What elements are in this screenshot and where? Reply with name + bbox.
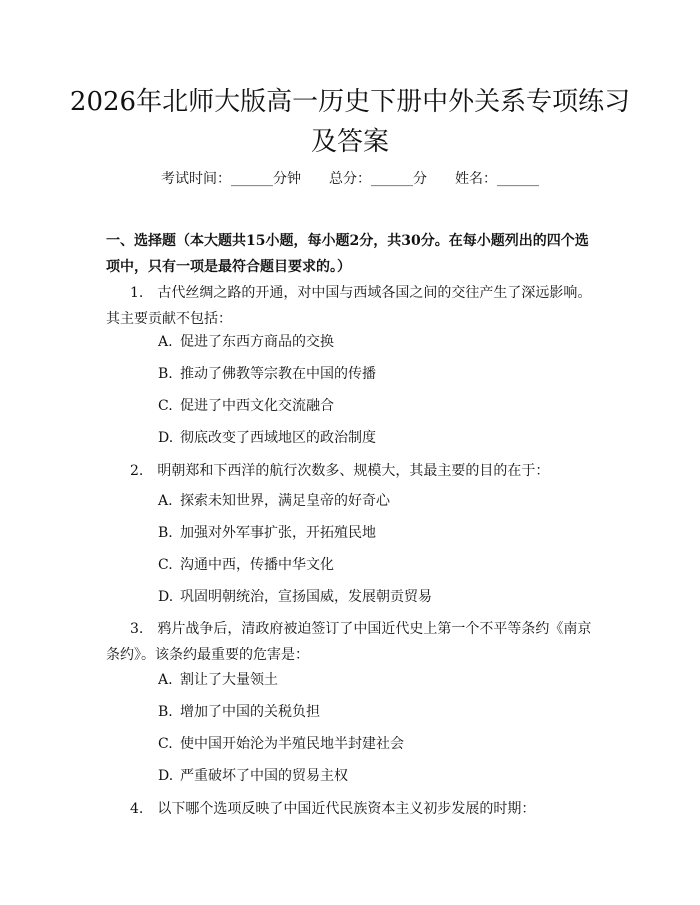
option-text: 增加了中国的关税负担 — [180, 704, 320, 720]
question-option — [158, 396, 598, 416]
question-option — [158, 587, 598, 607]
question-option — [158, 766, 598, 786]
question-stem: 2. 明朝郑和下西洋的航行次数多、规模大，其最主要的目的在于： — [130, 463, 550, 479]
option-text: 彻底改变了西域地区的政治制度 — [180, 430, 376, 446]
option-text: 巩固明朝统治，宣扬国威，发展朝贡贸易 — [180, 589, 432, 605]
option-letter: B. — [158, 525, 173, 541]
option-letter: D. — [158, 589, 174, 605]
page-title: 2026年北师大版高一历史下册中外关系专项练习及答案 — [69, 87, 631, 157]
option-text: 加强对外军事扩张，开拓殖民地 — [180, 525, 376, 541]
option-text: 割让了大量领土 — [180, 672, 278, 688]
option-letter: C. — [158, 736, 173, 752]
question-stem: 3. 鸦片战争后，清政府被迫签订了中国近代史上第一个不平等条约《南京条约》。该条约最重要的危害是： — [106, 621, 592, 663]
option-text: 沟通中西，传播中华文化 — [180, 557, 334, 573]
exam-time-label: 考试时间：______分钟 — [161, 171, 301, 187]
option-letter: D. — [158, 430, 174, 446]
option-letter: C. — [158, 398, 173, 414]
question-stem: 4. 以下哪个选项反映了中国近代民族资本主义初步发展的时期： — [130, 801, 536, 817]
question-option — [158, 523, 598, 543]
option-text: 使中国开始沦为半殖民地半封建社会 — [180, 736, 404, 752]
exam-info-line — [0, 169, 700, 189]
section-heading: 一、选择题（本大题共15小题，每小题2分，共30分。在每小题列出的四个选项中，只有一项是最符合题目要求的。） — [106, 233, 589, 275]
option-text: 促进了中西文化交流融合 — [180, 398, 334, 414]
option-letter: A. — [158, 493, 173, 509]
option-text: 推动了佛教等宗教在中国的传播 — [180, 366, 376, 382]
option-letter: B. — [158, 366, 173, 382]
question-option — [158, 364, 598, 384]
question-stem: 1. 古代丝绸之路的开通，对中国与西域各国之间的交往产生了深远影响。其主要贡献不包括： — [106, 285, 592, 327]
option-letter: B. — [158, 704, 173, 720]
question-option — [158, 734, 598, 754]
question-option — [158, 332, 598, 352]
question-option — [158, 670, 598, 690]
question-option — [158, 491, 598, 511]
option-letter: A. — [158, 672, 173, 688]
option-text: 促进了东西方商品的交换 — [180, 334, 334, 350]
option-letter: A. — [158, 334, 173, 350]
question-option — [158, 702, 598, 722]
total-score-label: 总分：______分 — [329, 171, 427, 187]
option-letter: D. — [158, 768, 174, 784]
question-option — [158, 428, 598, 448]
option-text: 严重破坏了中国的贸易主权 — [180, 768, 348, 784]
student-name-label: 姓名：______ — [455, 171, 539, 187]
question-option — [158, 555, 598, 575]
option-letter: C. — [158, 557, 173, 573]
option-text: 探索未知世界，满足皇帝的好奇心 — [180, 493, 390, 509]
